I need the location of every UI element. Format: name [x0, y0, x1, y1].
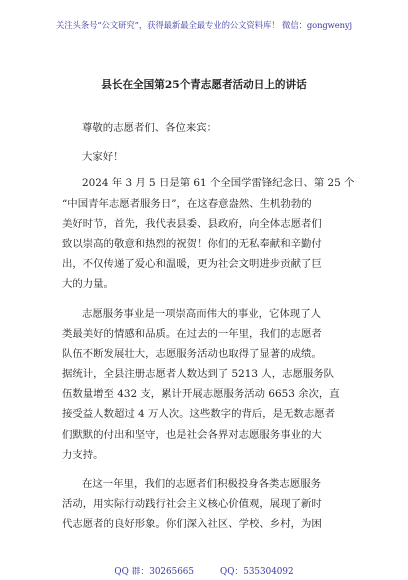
footer-qq-group: QQ 群：30265665 — [114, 567, 194, 577]
paragraph-line: 伍数量增至 432 支，累计开展志愿服务活动 6653 余次，直 — [62, 388, 340, 401]
paragraph-line: 致以崇高的敬意和热烈的祝贺！你们的无私奉献和辛勤付 — [62, 237, 322, 250]
speech-body — [62, 118, 354, 535]
paragraph-line: 活动，用实际行动践行社会主义核心价值观，展现了新时 — [62, 498, 322, 511]
paragraph-line: 队伍不断发展壮大，志愿服务活动也取得了显著的成绩。 — [62, 347, 322, 360]
paragraph-line: 2024 年 3 月 5 日是第 61 个全国学雷锋纪念日、第 25 个 — [82, 177, 355, 190]
paragraph-line: 在这一年里，我们的志愿者们积极投身各类志愿服务 — [82, 478, 321, 490]
paragraph-line: 据统计，全县注册志愿者人数达到了 5213 人，志愿服务队 — [62, 368, 335, 381]
document-title: 县长在全国第25个青志愿者活动日上的讲话 — [101, 79, 307, 91]
paragraph-line: 代志愿者的良好形象。你们深入社区、学校、乡村，为困 — [62, 518, 322, 531]
salutation: 尊敬的志愿者们、各位来宾： — [82, 122, 218, 134]
paragraph-line: 出，不仅传递了爱心和温暖，更为社会文明进步贡献了巨 — [62, 258, 322, 271]
paragraph-line: “中国青年志愿者服务日”，在这春意盎然、生机勃勃的 — [62, 197, 312, 210]
paragraph-line: 美好时节，首先，我代表县委、县政府，向全体志愿者们 — [62, 217, 322, 230]
paragraph-line: 类最美好的情感和品质。在过去的一年里，我们的志愿者 — [62, 327, 322, 340]
paragraph-1 — [62, 173, 354, 294]
footer-qq: QQ：535304092 — [220, 567, 294, 577]
paragraph-line: 力支持。 — [62, 448, 104, 461]
page-header-banner: 关注头条号“公文研究”，获得最新最全最专业的公文资料库！ 微信：gongwenyj — [55, 20, 352, 30]
paragraph-line: 们默默的付出和坚守，也是社会各界对志愿服务事业的大 — [62, 428, 322, 441]
paragraph-line: 大的力量。 — [62, 278, 114, 291]
paragraph-line: 接受益人数超过 4 万人次。这些数字的背后，是无数志愿者 — [62, 408, 335, 421]
paragraph-3 — [62, 474, 354, 535]
page-footer — [0, 564, 408, 577]
paragraph-line: 志愿服务事业是一项崇高而伟大的事业，它体现了人 — [82, 307, 321, 320]
paragraph-2 — [62, 304, 354, 466]
greeting: 大家好！ — [82, 151, 124, 164]
